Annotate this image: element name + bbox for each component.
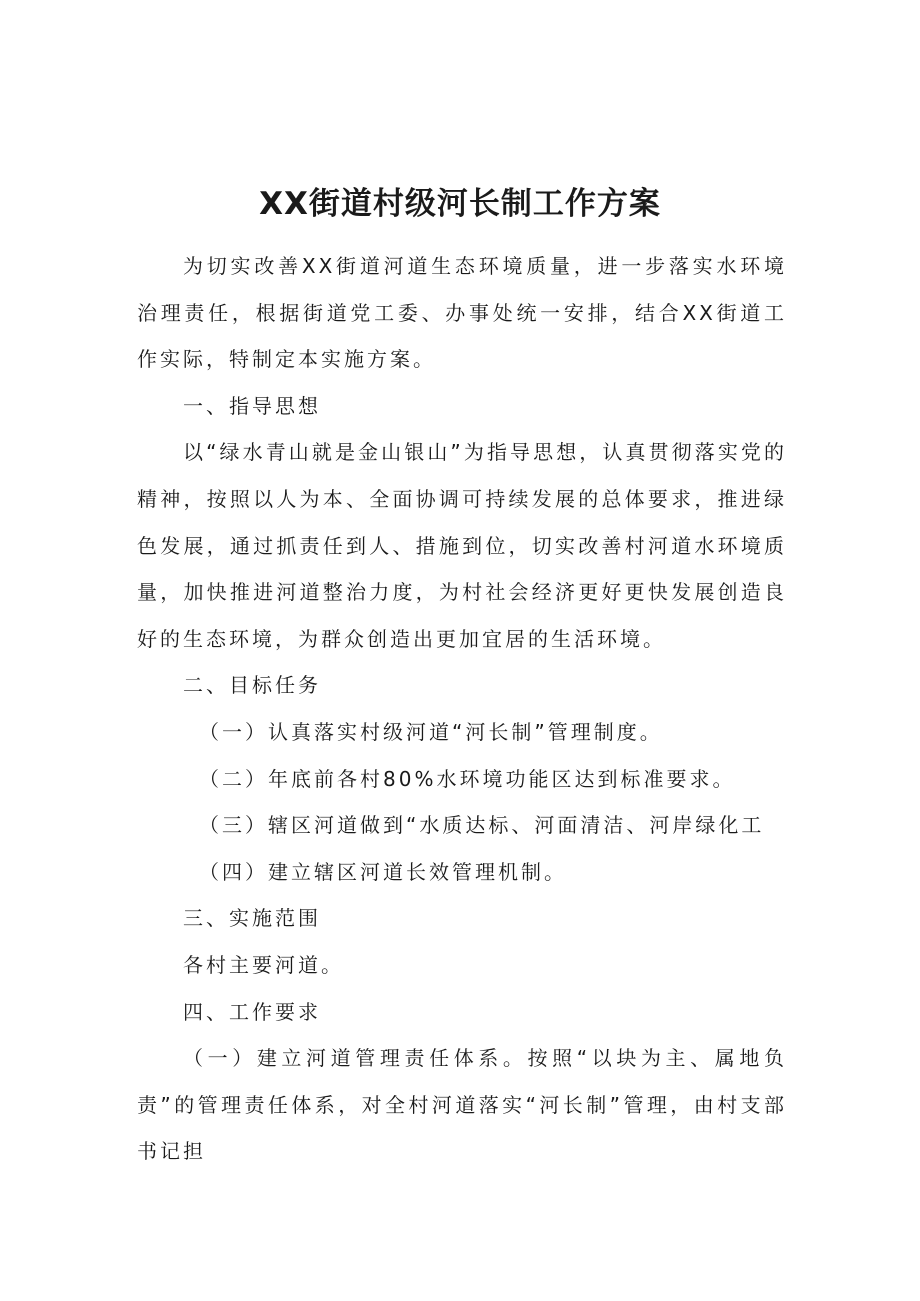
heading-guiding-ideology: 一、指导思想 xyxy=(183,393,321,418)
goal-item-4: （四）建立辖区河道长效管理机制。 xyxy=(199,859,567,884)
heading-goals-tasks: 二、目标任务 xyxy=(183,673,321,698)
document-title: XX街道村级河长制工作方案 xyxy=(259,186,661,222)
goal-item-1: （一）认真落实村级河道“河长制”管理制度。 xyxy=(199,719,663,744)
goal-item-2: （二）年底前各村80%水环境功能区达到标准要求。 xyxy=(199,766,736,791)
paragraph-work-requirement-1: （一）建立河道管理责任体系。按照“以块为主、属地负责”的管理责任体系，对全村河道落实“河长制”管理，由村支部书记担 xyxy=(137,1046,787,1164)
heading-work-requirements: 四、工作要求 xyxy=(183,999,321,1024)
goal-item-3: （三）辖区河道做到“水质达标、河面清洁、河岸绿化工 xyxy=(199,813,765,838)
paragraph-intro: 为切实改善XX街道河道生态环境质量，进一步落实水环境治理责任，根据街道党工委、办事处统一安排，结合XX街道工作实际，特制定本实施方案。 xyxy=(137,254,787,372)
paragraph-guiding-ideology: 以“绿水青山就是金山银山”为指导思想，认真贯彻落实党的精神，按照以人为本、全面协调可持续发展的总体要求，推进绿色发展，通过抓责任到人、措施到位，切实改善村河道水环境质量，加快推进河道整治力度，为村社会经济更好更快发展创造良好的生态环境，为群众创造出更加宜居的生活环境。 xyxy=(137,440,787,651)
heading-scope: 三、实施范围 xyxy=(183,906,321,931)
paragraph-scope: 各村主要河道。 xyxy=(183,952,344,977)
document-body xyxy=(137,243,787,1175)
